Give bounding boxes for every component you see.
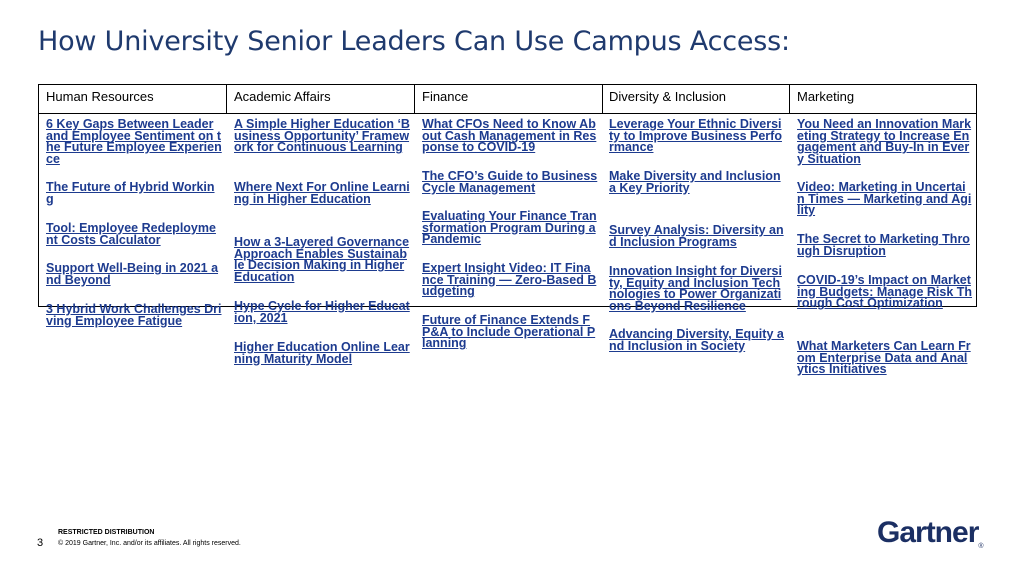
copyright-notice: © 2019 Gartner, Inc. and/or its affiliates. All rights reserved. [58,540,241,547]
header-divider [38,113,977,114]
column-divider [789,84,790,114]
link-aa-business-opportunity-framework[interactable]: A Simple Higher Education ‘Business Opportunity’ Framework for Continuous Learning [234,117,410,155]
link-aa-governance-approach[interactable]: How a 3-Layered Governance Approach Enables Sustainable Decision Making in Higher Education [234,235,410,284]
link-hr-employee-sentiment-gaps[interactable]: 6 Key Gaps Between Leader and Employee Sentiment on the Future Employee Experience [46,117,222,166]
link-aa-online-learning-next[interactable]: Where Next For Online Learning in Higher Education [234,180,410,206]
gartner-logo [877,516,984,550]
link-hr-future-hybrid-working[interactable]: The Future of Hybrid Working [46,180,215,206]
column-header-marketing: Marketing [797,89,855,104]
link-di-innovation-insight[interactable]: Innovation Insight for Diversity, Equity and Inclusion Technologies to Power Organizations Beyond Resilience [609,264,782,313]
link-fin-business-cycle-guide[interactable]: The CFO’s Guide to Business Cycle Management [422,169,598,195]
link-mkt-covid-budgets[interactable]: COVID-19’s Impact on Marketing Budgets: Manage Risk Through Cost Optimization [797,273,973,311]
page-number: 3 [37,537,44,549]
link-hr-well-being-2021[interactable]: Support Well-Being in 2021 and Beyond [46,261,219,287]
column-header-diversity-inclusion: Diversity & Inclusion [609,89,727,104]
link-fin-zero-based-budgeting[interactable]: Expert Insight Video: IT Finance Training — Zero-Based Budgeting [422,261,597,299]
column-header-human-resources: Human Resources [46,89,154,104]
column-divider [602,84,603,114]
link-mkt-innovation-strategy[interactable]: You Need an Innovation Marketing Strategy to Increase Engagement and Buy-In in Every Situation [797,117,972,166]
link-mkt-enterprise-data[interactable]: What Marketers Can Learn From Enterprise Data and Analytics Initiatives [797,339,971,377]
link-di-advancing-society[interactable]: Advancing Diversity, Equity and Inclusion in Society [609,327,784,353]
link-aa-online-learning-maturity[interactable]: Higher Education Online Learning Maturity Model [234,340,410,366]
link-fin-transformation-program[interactable]: Evaluating Your Finance Transformation Program During a Pandemic [422,209,597,247]
registered-mark: ® [978,543,984,550]
link-di-ethnic-diversity[interactable]: Leverage Your Ethnic Diversity to Improve Business Performance [609,117,782,155]
link-hr-redeployment-calculator[interactable]: Tool: Employee Redeployment Costs Calculator [46,221,216,247]
link-fin-cash-management-covid[interactable]: What CFOs Need to Know About Cash Management in Response to COVID-19 [422,117,597,155]
link-hr-hybrid-work-fatigue[interactable]: 3 Hybrid Work Challenges Driving Employee Fatigue [46,302,222,328]
column-divider [226,84,227,114]
link-aa-hype-cycle-2021[interactable]: Hype Cycle for Higher Education, 2021 [234,299,410,325]
link-mkt-disruption-secret[interactable]: The Secret to Marketing Through Disruption [797,232,970,258]
restricted-distribution-label: RESTRICTED DISTRIBUTION [58,529,155,536]
link-di-survey-analysis[interactable]: Survey Analysis: Diversity and Inclusion Programs [609,223,784,249]
column-header-finance: Finance [422,89,469,104]
link-mkt-uncertain-times-video[interactable]: Video: Marketing in Uncertain Times — Marketing and Agility [797,180,972,218]
link-fin-future-of-finance[interactable]: Future of Finance Extends FP&A to Include Operational Planning [422,313,596,351]
link-di-key-priority[interactable]: Make Diversity and Inclusion a Key Priority [609,169,781,195]
slide-title: How University Senior Leaders Can Use Campus Access: [38,26,790,57]
logo-text: Gartner [877,516,979,549]
column-divider [414,84,415,114]
column-header-academic-affairs: Academic Affairs [234,89,331,104]
